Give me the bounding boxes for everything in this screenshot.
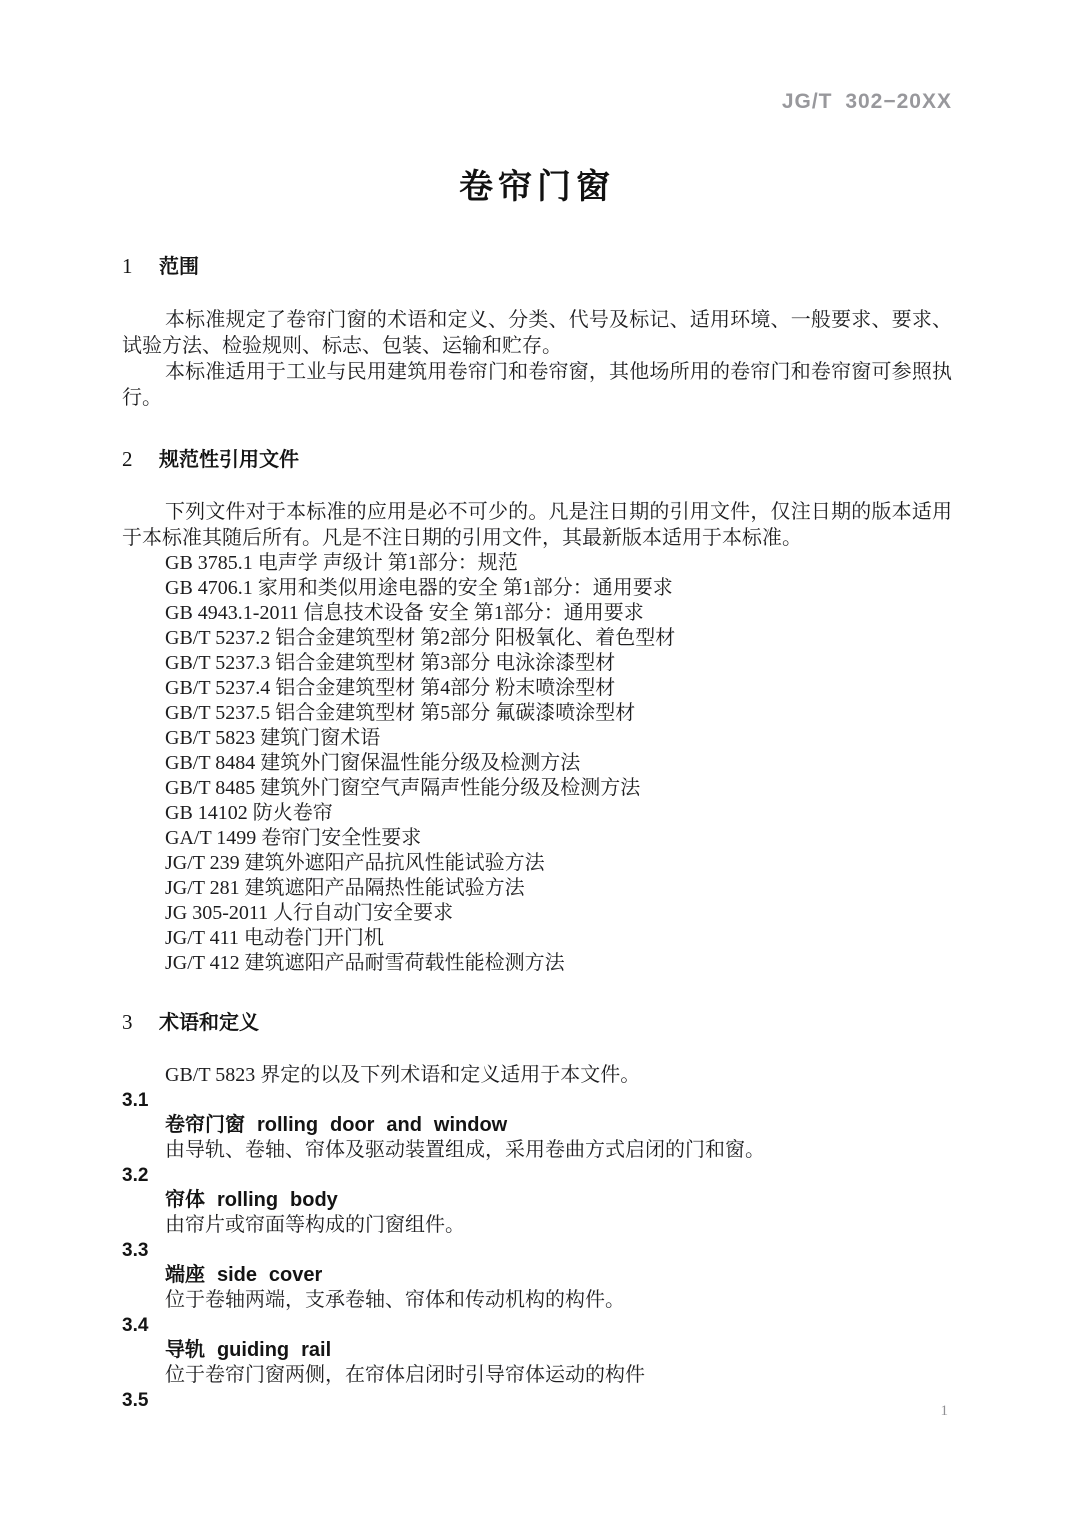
terms-intro: GB/T 5823 界定的以及下列术语和定义适用于本文件。 bbox=[165, 1064, 641, 1086]
term-entry bbox=[122, 1388, 952, 1413]
term-number: 3.1 bbox=[122, 1090, 149, 1111]
reference-item: JG/T 411 电动卷门开门机 bbox=[165, 927, 384, 949]
reference-item: GB 14102 防火卷帘 bbox=[165, 802, 333, 824]
term-number: 3.5 bbox=[122, 1390, 149, 1411]
reference-item: GB/T 8485 建筑外门窗空气声隔声性能分级及检测方法 bbox=[165, 777, 641, 799]
reference-item: GB 4943.1-2011 信息技术设备 安全 第1部分：通用要求 bbox=[165, 602, 644, 624]
reference-item: JG/T 281 建筑遮阳产品隔热性能试验方法 bbox=[165, 877, 525, 899]
term-definition: 位于卷轴两端，支承卷轴、帘体和传动机构的构件。 bbox=[165, 1289, 625, 1311]
section-heading-terms bbox=[122, 1008, 952, 1037]
term-number: 3.4 bbox=[122, 1315, 149, 1336]
term-definition: 位于卷帘门窗两侧，在帘体启闭时引导帘体运动的构件 bbox=[165, 1364, 645, 1386]
section-number: 1 bbox=[122, 254, 133, 278]
reference-item: GB 4706.1 家用和类似用途电器的安全 第1部分：通用要求 bbox=[165, 577, 673, 599]
term-title: 卷帘门窗 rolling door and window bbox=[165, 1114, 508, 1136]
reference-list bbox=[122, 551, 952, 976]
term-entry bbox=[122, 1163, 952, 1238]
term-number: 3.2 bbox=[122, 1165, 149, 1186]
section-title: 规范性引用文件 bbox=[159, 449, 299, 471]
term-entry bbox=[122, 1313, 952, 1388]
term-number: 3.3 bbox=[122, 1240, 149, 1261]
term-definition: 由帘片或帘面等构成的门窗组件。 bbox=[165, 1214, 465, 1236]
term-title: 端座 side cover bbox=[165, 1264, 323, 1286]
document-title: 卷帘门窗 bbox=[459, 168, 615, 206]
terms-list bbox=[122, 1088, 952, 1413]
term-entry bbox=[122, 1238, 952, 1313]
reference-item: GB/T 5823 建筑门窗术语 bbox=[165, 727, 381, 749]
document-code: JG/T 302−20XX bbox=[781, 90, 952, 113]
term-title: 导轨 guiding rail bbox=[165, 1339, 332, 1361]
scope-paragraph-2: 本标准适用于工业与民用建筑用卷帘门和卷帘窗，其他场所用的卷帘门和卷帘窗可参照执行。 bbox=[122, 361, 952, 409]
normative-refs-intro: 下列文件对于本标准的应用是必不可少的。凡是注日期的引用文件，仅注日期的版本适用于本标准其随后所有。凡是不注日期的引用文件，其最新版本适用于本标准。 bbox=[122, 501, 952, 549]
section-title: 术语和定义 bbox=[159, 1012, 259, 1034]
section-number: 2 bbox=[122, 447, 133, 471]
section-heading-scope bbox=[122, 252, 952, 281]
reference-item: GB 3785.1 电声学 声级计 第1部分：规范 bbox=[165, 552, 518, 574]
reference-item: GB/T 5237.5 铝合金建筑型材 第5部分 氟碳漆喷涂型材 bbox=[165, 702, 636, 724]
section-heading-normative-refs bbox=[122, 445, 952, 474]
term-definition: 由导轨、卷轴、帘体及驱动装置组成，采用卷曲方式启闭的门和窗。 bbox=[165, 1139, 765, 1161]
reference-item: JG 305-2011 人行自动门安全要求 bbox=[165, 902, 454, 924]
page-number: 1 bbox=[940, 1403, 948, 1419]
section-title: 范围 bbox=[159, 256, 199, 278]
reference-item: GB/T 5237.4 铝合金建筑型材 第4部分 粉末喷涂型材 bbox=[165, 677, 616, 699]
reference-item: GB/T 8484 建筑外门窗保温性能分级及检测方法 bbox=[165, 752, 581, 774]
scope-paragraph-1: 本标准规定了卷帘门窗的术语和定义、分类、代号及标记、适用环境、一般要求、要求、试验方法、检验规则、标志、包装、运输和贮存。 bbox=[122, 309, 952, 357]
term-title: 帘体 rolling body bbox=[165, 1189, 338, 1211]
reference-item: GB/T 5237.3 铝合金建筑型材 第3部分 电泳涂漆型材 bbox=[165, 652, 616, 674]
reference-item: GB/T 5237.2 铝合金建筑型材 第2部分 阳极氧化、着色型材 bbox=[165, 627, 676, 649]
reference-item: GA/T 1499 卷帘门安全性要求 bbox=[165, 827, 422, 849]
section-number: 3 bbox=[122, 1010, 133, 1034]
term-entry bbox=[122, 1088, 952, 1163]
reference-item: JG/T 239 建筑外遮阳产品抗风性能试验方法 bbox=[165, 852, 545, 874]
reference-item: JG/T 412 建筑遮阳产品耐雪荷载性能检测方法 bbox=[165, 952, 565, 974]
